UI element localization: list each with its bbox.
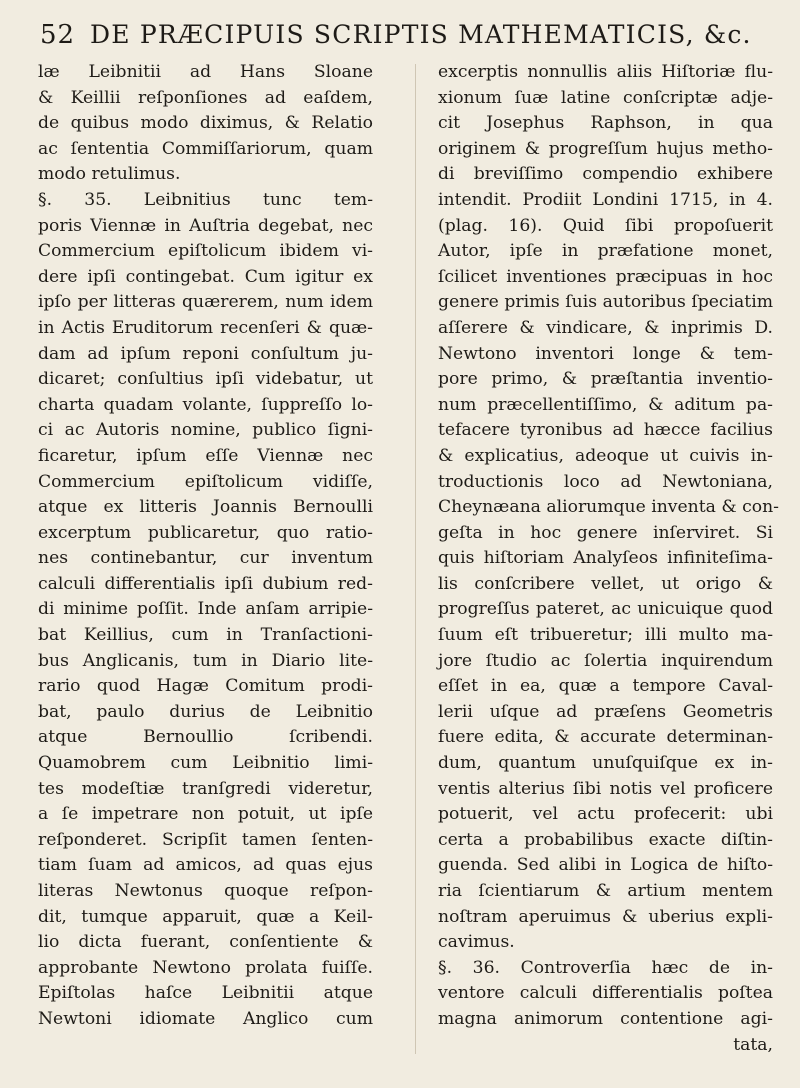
left-column: [38, 60, 373, 1033]
text-line: progreſſus pateret, ac unicuique quod: [438, 599, 773, 620]
text-line: excerptis nonnullis aliis Hiſtoriæ flu-: [438, 62, 773, 82]
text-line: jore ſtudio ac ſolertia inquirendum: [438, 650, 773, 671]
text-line: aſſerere & vindicare, & inprimis D.: [438, 317, 773, 338]
text-line: (plag. 16). Quid ſibi propoſuerit: [438, 215, 773, 236]
right-column: [438, 60, 779, 1058]
running-title: DE PRÆCIPUIS SCRIPTIS MATHEMATICIS, &c.: [90, 20, 752, 49]
text-line: dit, tumque apparuit, quæ a Keil-: [38, 906, 373, 927]
text-line: tiam ſuam ad amicos, ad quas ejus: [38, 855, 373, 876]
text-line: xionum ſuæ latine conſcriptæ adje-: [438, 87, 773, 108]
text-line: noſtram aperuimus & uberius expli-: [438, 906, 773, 927]
text-line: ficaretur, ipſum eſſe Viennæ nec: [38, 445, 373, 466]
text-line: ipſo per litteras quærerem, num idem: [38, 292, 373, 313]
text-line: cavimus.: [438, 932, 515, 953]
text-line: ſcilicet inventiones præcipuas in hoc: [438, 266, 773, 287]
text-line: genere primis ſuis autoribus ſpeciatim: [438, 292, 773, 313]
text-line: cit Josephus Raphson, in qua: [438, 113, 773, 134]
text-line: de quibus modo diximus, & Relatio: [38, 113, 373, 134]
text-line: num præcellentiſſimo, & aditum pa-: [438, 394, 773, 415]
text-line: guenda. Sed alibi in Logica de hiſto-: [438, 855, 773, 876]
text-line: læ Leibnitii ad Hans Sloane: [38, 62, 373, 82]
text-line: atque ex litteris Joannis Bernoulli: [38, 497, 373, 518]
text-line: & Keillii reſponſiones ad eaſdem,: [38, 87, 373, 108]
text-line: bat Keillius, cum in Tranſactioni-: [38, 625, 373, 646]
text-line: nes continebantur, cur inventum: [38, 548, 373, 569]
text-line: dicaret; conſultius ipſi videbatur, ut: [38, 369, 373, 390]
text-line: di breviſſimo compendio exhibere: [438, 164, 773, 185]
text-line: in Actis Eruditorum recenſeri & quæ-: [38, 317, 373, 338]
text-line: approbante Newtono prolata fuiſſe.: [38, 957, 373, 978]
text-line: potuerit, vel actu profecerit: ubi: [438, 804, 773, 825]
text-line: modo retulimus.: [38, 164, 181, 185]
text-line: literas Newtonus quoque reſpon-: [38, 881, 373, 901]
text-line: a ſe impetrare non potuit, ut ipſe: [38, 804, 373, 825]
text-line: pore primo, & præſtantia inventio-: [438, 369, 773, 390]
text-line: excerptum publicaretur, quo ratio-: [38, 522, 373, 543]
text-line: fuere edita, & accurate determinan-: [438, 727, 773, 748]
text-line: charta quadam volante, ſuppreſſo lo-: [38, 394, 373, 415]
text-line: originem & progreſſum hujus metho-: [438, 138, 773, 159]
text-line: magna animorum contentione agi-: [438, 1008, 773, 1029]
text-line: §. 35. Leibnitius tunc tem-: [38, 189, 373, 210]
text-line: lis conſcribere vellet, ut origo &: [438, 573, 773, 594]
text-line: Commercium epiſtolicum ibidem vi-: [38, 241, 373, 262]
text-line: Epiſtolas haſce Leibnitii atque: [38, 983, 373, 1004]
text-line: ventore calculi differentialis poſtea: [438, 983, 773, 1004]
text-line: Newtoni idiomate Anglico cum: [38, 1008, 373, 1029]
text-line: dam ad ipſum reponi conſultum ju-: [38, 343, 373, 364]
text-line: calculi differentialis ipſi dubium red-: [38, 573, 373, 594]
text-line: Autor, ipſe in præfatione monet,: [438, 241, 773, 262]
text-line: dere ipſi contingebat. Cum igitur ex: [38, 266, 373, 287]
text-line: Commercium epiſtolicum vidiſſe,: [38, 471, 373, 492]
text-line: troductionis loco ad Newtoniana,: [438, 471, 773, 492]
text-line: lerii uſque ad præſens Geometris: [438, 701, 773, 722]
text-line: certa a probabilibus exacte diſtin-: [438, 829, 773, 850]
text-line: di minime poſſit. Inde anſam arripie-: [38, 599, 373, 620]
text-line: & explicatius, adeoque ut cuivis in-: [438, 445, 773, 466]
text-line: quis hiſtoriam Analyſeos infiniteſima-: [438, 548, 773, 569]
text-line: Cheynæana aliorumque inventa & con-: [438, 497, 779, 518]
text-line: ſuum eſt tribueretur; illi multo ma-: [438, 625, 773, 646]
text-line: tes modeſtiæ tranſgredi videretur,: [38, 778, 373, 799]
text-line: reſponderet. Scripſit tamen ſenten-: [38, 829, 373, 850]
text-line: Newtono inventori longe & tem-: [438, 343, 773, 364]
text-line: eſſet in ea, quæ a tempore Caval-: [438, 676, 773, 697]
text-line: geſta in hoc genere inſerviret. Si: [438, 522, 773, 543]
text-line: dum, quantum unuſquiſque ex in-: [438, 753, 773, 774]
text-line: atque Bernoullio ſcribendi.: [38, 727, 373, 748]
text-line: rario quod Hagæ Comitum prodi-: [38, 676, 373, 697]
text-line: poris Viennæ in Auſtria degebat, nec: [38, 215, 373, 236]
text-line: ria ſcientiarum & artium mentem: [438, 881, 773, 901]
text-line: ac ſententia Commiſſariorum, quam: [38, 138, 373, 159]
text-line: bat, paulo durius de Leibnitio: [38, 701, 373, 722]
page-number: 52: [40, 20, 76, 50]
column-divider: [415, 64, 416, 1054]
text-line: §. 36. Controverſia hæc de in-: [438, 957, 773, 978]
text-line: Quamobrem cum Leibnitio limi-: [38, 753, 373, 774]
text-line: tefacere tyronibus ad hæcce facilius: [438, 420, 773, 441]
text-line: ci ac Autoris nomine, publico ſigni-: [38, 420, 373, 441]
text-line: intendit. Prodiit Londini 1715, in 4.: [438, 189, 773, 210]
text-line: lio dicta fuerant, conſentiente &: [38, 932, 373, 953]
text-line: bus Anglicanis, tum in Diario lite-: [38, 650, 373, 671]
text-line: ventis alterius ſibi notis vel proficere: [438, 778, 773, 799]
text-line: tata,: [733, 1034, 773, 1055]
page-header: [0, 14, 800, 54]
